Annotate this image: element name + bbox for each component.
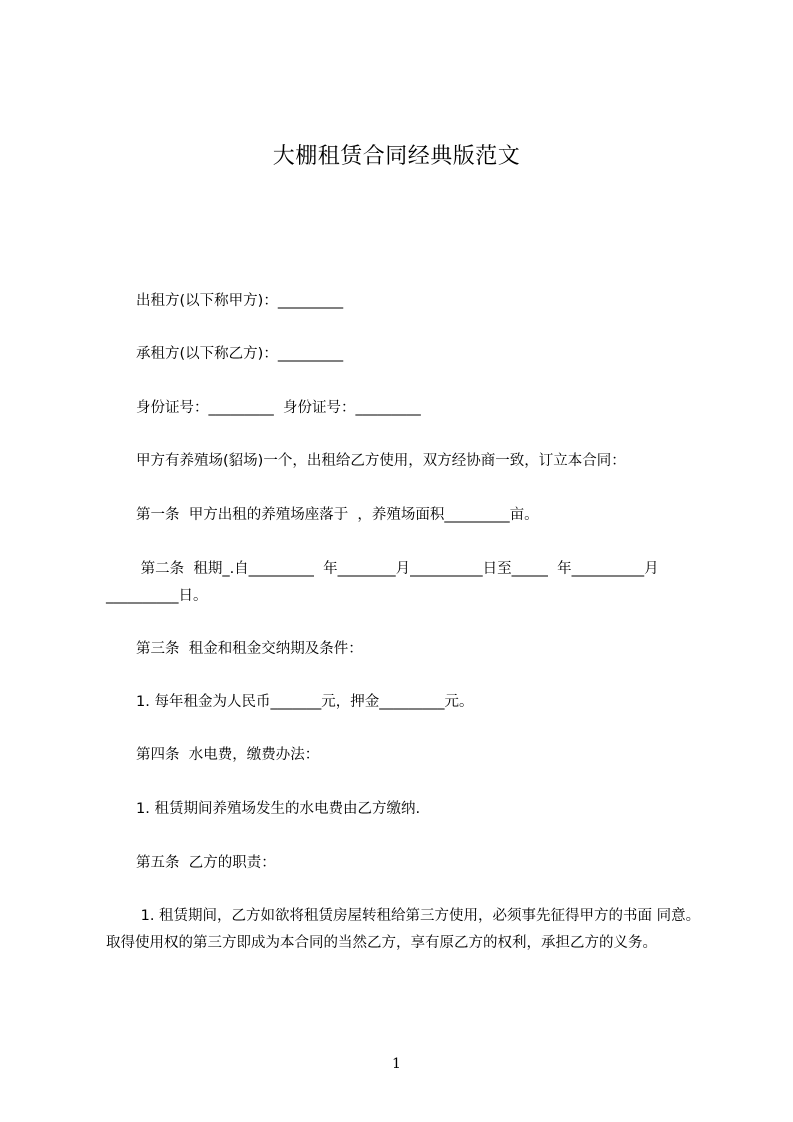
lessee-line: 承租方(以下称乙方)：_________ <box>136 346 344 362</box>
id-number-line: 身份证号：_________ 身份证号：_________ <box>136 400 421 416</box>
lessor-line: 出租方(以下称甲方)：_________ <box>136 293 344 309</box>
article-1-paragraph: 第一条 甲方出租的养殖场座落于 ，养殖场面积_________亩。 <box>136 507 539 523</box>
article-2-paragraph: 第二条 租期_.自_________ 年________月__________日至_____ 年__________月__________日。 <box>106 561 659 604</box>
article-5-heading: 第五条 乙方的职责： <box>136 855 276 871</box>
article-4-heading: 第四条 水电费，缴费办法： <box>136 747 320 763</box>
article-5-item-1: 1. 租赁期间，乙方如欲将租赁房屋转租给第三方使用，必须事先征得甲方的书面 同意。取得使用权的第三方即成为本合同的当然乙方，享有原乙方的权利，承担乙方的义务。 <box>106 908 701 951</box>
preamble-paragraph: 甲方有养殖场(貂场)一个，出租给乙方使用，双方经协商一致，订立本合同： <box>136 453 626 469</box>
article-3-heading: 第三条 租金和租金交纳期及条件： <box>136 641 363 657</box>
article-4-item-1: 1. 租赁期间养殖场发生的水电费由乙方缴纳. <box>136 801 421 817</box>
document-title: 大棚租赁合同经典版范文 <box>272 144 521 169</box>
article-3-item-1: 1. 每年租金为人民币_______元，押金_________元。 <box>136 694 474 710</box>
page-number: 1 <box>392 1056 401 1072</box>
